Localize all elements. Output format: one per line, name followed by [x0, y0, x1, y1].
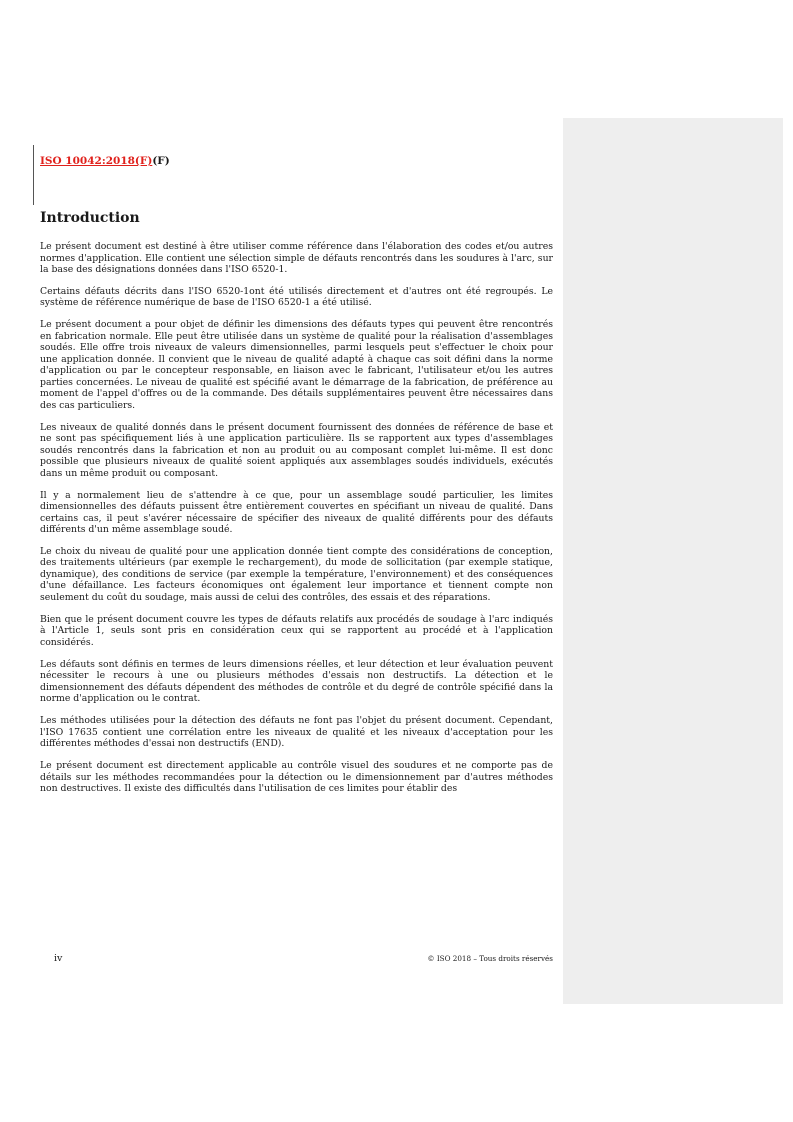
section-title: Introduction: [40, 210, 140, 226]
paragraph: Les méthodes utilisées pour la détection des défauts ne font pas l'objet du présent document. Cependant, l'ISO 17635 contient une corrélation entre les niveaux de qualité et les niveaux d'acceptation pour les différentes méthodes d'essai non destructifs (END).: [40, 715, 553, 750]
document-identifier-inserted[interactable]: ISO 10042:2018(F): [40, 155, 153, 167]
paragraph: Il y a normalement lieu de s'attendre à ce que, pour un assemblage soudé particulier, les limites dimensionnelles des défauts puissent être entièrement couvertes en spécifiant un niveau de qualité. Dans certains cas, il peut s'avérer nécessaire de spécifier des niveaux de qualité différents pour des défauts différents d'un même assemblage soudé.: [40, 489, 553, 536]
paragraph: Le présent document est directement applicable au contrôle visuel des soudures et ne comporte pas de détails sur les méthodes recommandées pour la détection ou le dimensionnement par d'autres méthodes non destructives. Il existe des difficultés dans l'utilisation de ces limites pour établir des: [40, 760, 553, 795]
paragraph: Bien que le présent document couvre les types de défauts relatifs aux procédés de soudage à l'arc indiqués à l'Article 1, seuls sont pris en considération ceux qui se rapportent au procédé et à l'application considérés.: [40, 613, 553, 648]
paragraph: Certains défauts décrits dans l'ISO 6520-1ont été utilisés directement et d'autres ont été regroupés. Le système de référence numérique de base de l'ISO 6520-1 a été utilisé.: [40, 285, 553, 309]
paragraph: Le présent document est destiné à être utiliser comme référence dans l'élaboration des codes et/ou autres normes d'application. Elle contient une sélection simple de défauts rencontrés dans les soudures à l'arc, sur la base des désignations données dans l'ISO 6520-1.: [40, 241, 553, 275]
copyright-notice: © ISO 2018 – Tous droits réservés: [427, 954, 553, 963]
page-number: iv: [54, 953, 63, 964]
paragraph: Le choix du niveau de qualité pour une application donnée tient compte des considérations de conception, des traitements ultérieurs (par exemple le rechargement), du mode de sollicitation (par exemple statique, dynamique), des conditions de service (par exemple la température, l'environnement) et des conséquences d'une défaillance. Les facteurs économiques ont également leur importance et tiennent compte non seulement du coût du soudage, mais aussi de celui des contrôles, des essais et des réparations.: [40, 545, 553, 603]
body-text: [40, 241, 553, 805]
paragraph: Les défauts sont définis en termes de leurs dimensions réelles, et leur détection et leur évaluation peuvent nécessiter le recours à une ou plusieurs méthodes d'essais non destructifs. La détection et le dimensionnement des défauts dépendent des méthodes de contrôle et du degré de contrôle spécifié dans la norme d'application ou le contrat.: [40, 658, 553, 705]
paragraph: Les niveaux de qualité donnés dans le présent document fournissent des données de référence de base et ne sont pas spécifiquement liés à une application particulière. Ils se rapportent aux types d'assemblages soudés rencontrés dans la fabrication et non au produit ou au composant complet lui-même. Il est donc possible que plusieurs niveaux de qualité soient appliqués aux assemblages soudés individuels, exécutés dans un même produit ou composant.: [40, 421, 553, 479]
paragraph: Le présent document a pour objet de définir les dimensions des défauts types qui peuvent être rencontrés en fabrication normale. Elle peut être utilisée dans un système de qualité pour la réalisation d'assemblages soudés. Elle offre trois niveaux de valeurs dimensionnelles, parmi lesquels peut s'effectuer le choix pour une application donnée. Il convient que le niveau de qualité adapté à chaque cas soit défini dans la norme d'application ou par le concepteur responsable, en liaison avec le fabricant, l'utilisateur et/ou les autres parties concernées. Le niveau de qualité est spécifié avant le démarrage de la fabrication, de préférence au moment de l'appel d'offres ou de la commande. Des détails supplémentaires peuvent être nécessaires dans des cas particuliers.: [40, 319, 553, 411]
document-identifier: [40, 155, 170, 167]
comment-pane: [563, 118, 783, 1004]
change-bar: [33, 145, 34, 205]
document-identifier-suffix: (F): [152, 155, 170, 167]
